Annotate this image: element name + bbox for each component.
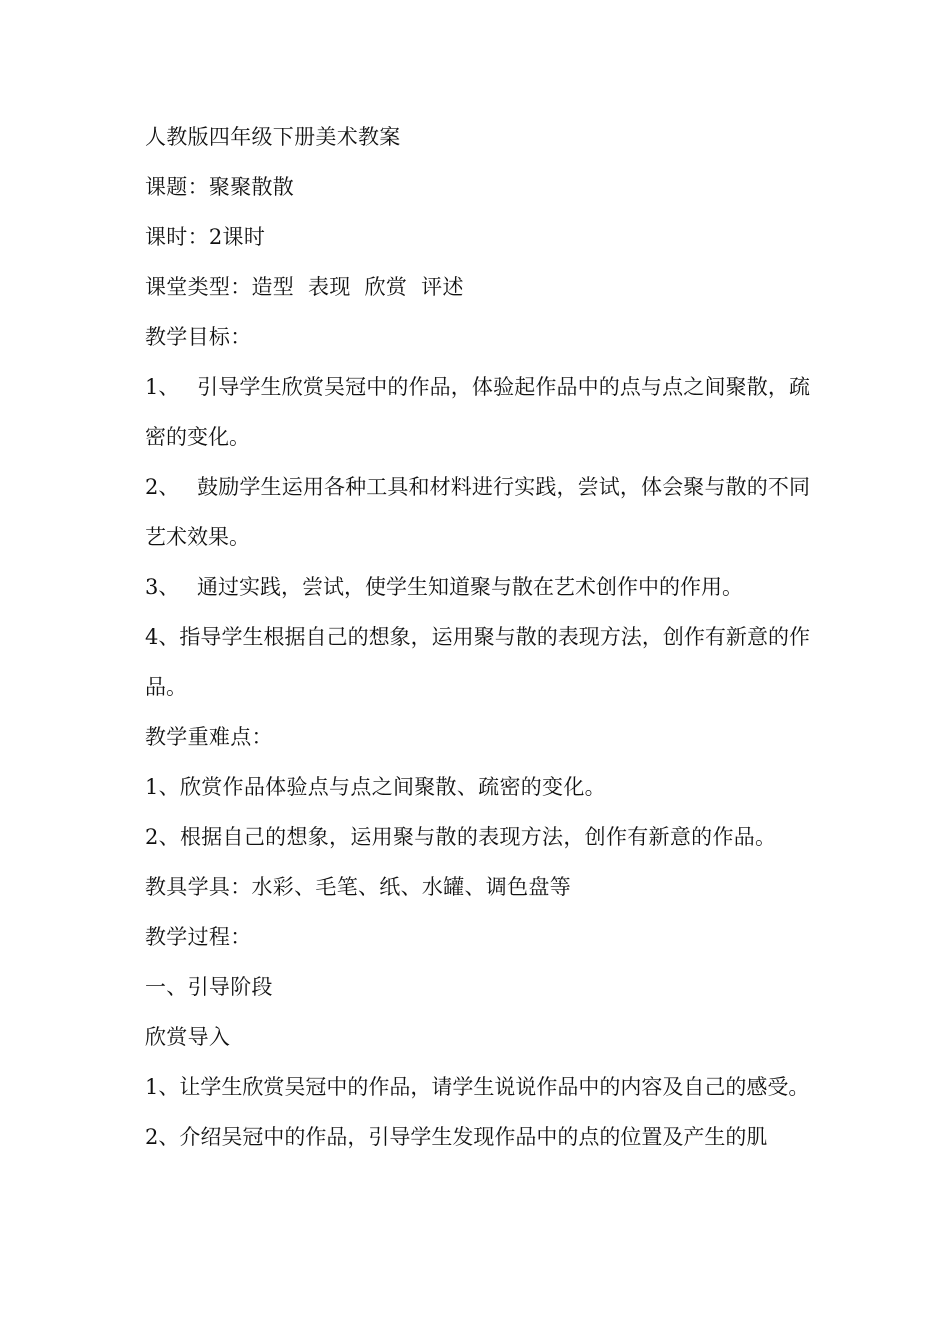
key-point-item: 2、根据自己的想象，运用聚与散的表现方法，创作有新意的作品。 — [145, 825, 777, 849]
key-points-heading: 教学重难点： — [145, 725, 273, 749]
document-body — [145, 112, 810, 1162]
class-type: 课堂类型：造型 表现 欣赏 评述 — [145, 275, 464, 299]
lesson-topic: 课题：聚聚散散 — [145, 175, 295, 199]
lesson-hours: 课时：2课时 — [145, 225, 266, 249]
objective-item-4: 4、指导学生根据自己的想象，运用聚与散的表现方法，创作有新意的作品。 — [145, 625, 810, 699]
sub-heading: 欣赏导入 — [145, 1025, 231, 1049]
objective-item — [145, 562, 810, 612]
objective-number: 3、 — [145, 575, 180, 599]
objective-number: 2、 — [145, 475, 180, 499]
objective-number: 1、 — [145, 375, 180, 399]
objectives-heading: 教学目标： — [145, 325, 252, 349]
document-title: 人教版四年级下册美术教案 — [145, 125, 401, 149]
process-item: 1、让学生欣赏吴冠中的作品，请学生说说作品中的内容及自己的感受。 — [145, 1075, 810, 1099]
tools-line: 教具学具：水彩、毛笔、纸、水罐、调色盘等 — [145, 875, 571, 899]
objective-text: 鼓励学生运用各种工具和材料进行实践，尝试，体会聚与散的不同艺术效果。 — [145, 475, 810, 549]
objective-item — [145, 362, 810, 462]
objective-text: 通过实践，尝试，使学生知道聚与散在艺术创作中的作用。 — [197, 575, 743, 599]
process-heading: 教学过程： — [145, 925, 252, 949]
key-point-item: 1、欣赏作品体验点与点之间聚散、疏密的变化。 — [145, 775, 606, 799]
objective-item — [145, 462, 810, 562]
stage-heading: 一、引导阶段 — [145, 975, 273, 999]
objective-text: 引导学生欣赏吴冠中的作品，体验起作品中的点与点之间聚散，疏密的变化。 — [145, 375, 810, 449]
process-item: 2、介绍吴冠中的作品，引导学生发现作品中的点的位置及产生的肌 — [145, 1125, 768, 1149]
